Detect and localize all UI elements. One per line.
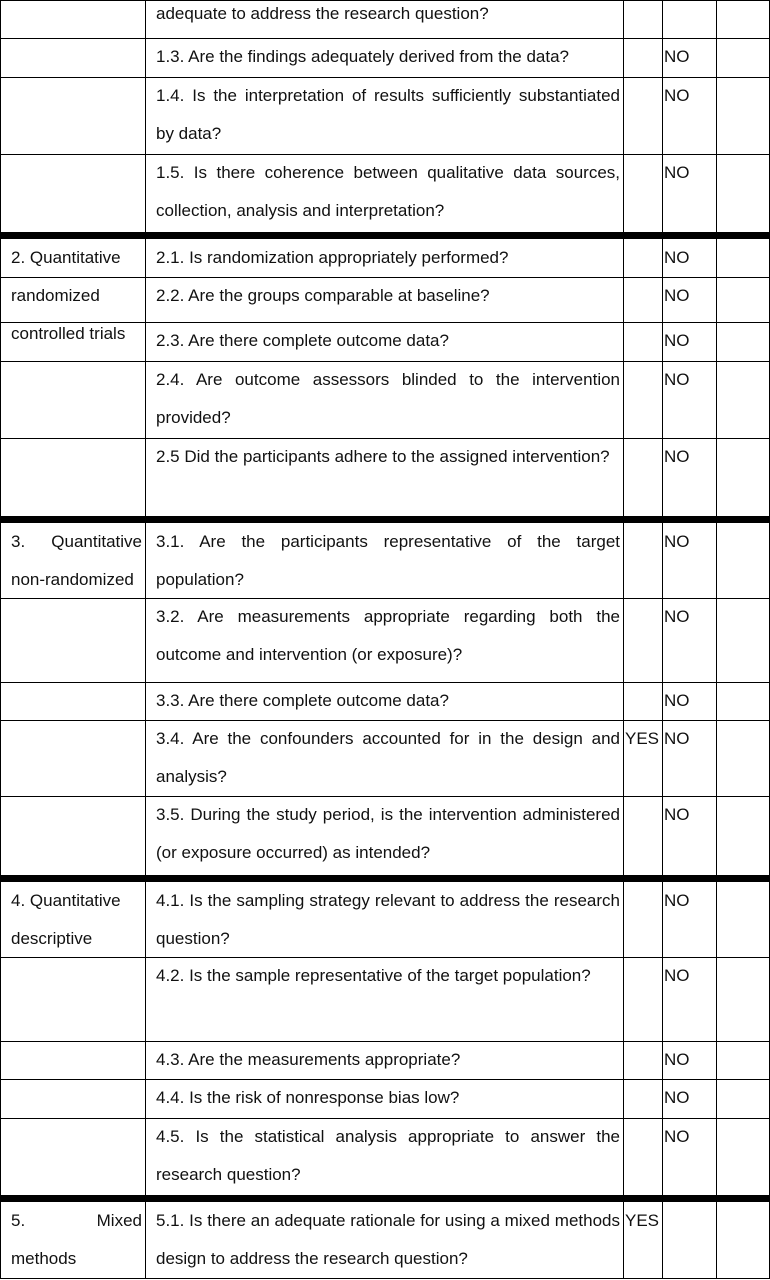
row-divider [0,1278,770,1279]
row-divider [0,875,770,882]
no-cell: NO [664,86,690,105]
row-divider [0,232,770,239]
question-cell: 2.2. Are the groups comparable at baseline? [156,286,490,305]
question-cell: 2.4. Are outcome assessors blinded to the intervention provided? [156,370,620,427]
column-divider [0,0,1,1279]
no-cell: NO [664,691,690,710]
question-cell: 4.4. Is the risk of nonresponse bias low? [156,1088,460,1107]
question-cell: 3.1. Are the participants representative of the target population? [156,532,620,589]
column-divider [623,0,624,1279]
no-cell: NO [664,447,690,466]
no-cell: NO [664,163,690,182]
question-cell: 1.4. Is the interpretation of results sufficiently substantiated by data? [156,86,620,143]
no-cell: NO [664,729,690,748]
no-cell: NO [664,1050,690,1069]
category-cell: 2. Quantitative randomized controlled trials [11,248,126,343]
column-divider [716,0,717,1279]
no-cell: NO [664,1088,690,1107]
question-cell: 4.1. Is the sampling strategy relevant to address the research question? [156,891,620,948]
no-cell: NO [664,1127,690,1146]
yes-cell: YES [625,729,660,748]
question-cell: 4.2. Is the sample representative of the target population? [156,966,591,985]
question-cell: 3.5. During the study period, is the intervention administered (or exposure occurred) as intended? [156,805,620,862]
no-cell: NO [664,805,690,824]
question-cell: 3.2. Are measurements appropriate regarding both the outcome and intervention (or exposure)? [156,607,620,664]
question-cell: 4.5. Is the statistical analysis appropriate to answer the research question? [156,1127,620,1184]
no-cell: NO [664,331,690,350]
yes-cell: YES [625,1211,660,1230]
question-cell: 2.3. Are there complete outcome data? [156,331,449,350]
no-cell: NO [664,47,690,66]
no-cell: NO [664,286,690,305]
question-cell: 3.3. Are there complete outcome data? [156,691,449,710]
question-cell: 2.1. Is randomization appropriately performed? [156,248,509,267]
question-cell: 1.3. Are the findings adequately derived from the data? [156,47,569,66]
no-cell: NO [664,891,690,910]
row-divider [0,1195,770,1202]
question-cell: 3.4. Are the confounders accounted for in the design and analysis? [156,729,620,786]
no-cell: NO [664,248,690,267]
question-cell: 5.1. Is there an adequate rationale for using a mixed methods design to address the research question? [156,1211,620,1268]
no-cell: NO [664,532,690,551]
no-cell: NO [664,370,690,389]
question-cell: adequate to address the research question? [156,4,489,23]
question-cell: 4.3. Are the measurements appropriate? [156,1050,461,1069]
row-divider [0,516,770,523]
no-cell: NO [664,966,690,985]
question-cell: 1.5. Is there coherence between qualitative data sources, collection, analysis and interpretation? [156,163,620,220]
no-cell: NO [664,607,690,626]
question-cell: 2.5 Did the participants adhere to the assigned intervention? [156,447,610,466]
category-cell: 5. Mixed methods [11,1211,142,1268]
category-cell: 4. Quantitative descriptive [11,891,121,948]
category-cell: 3. Quantitative non-randomized [11,532,142,589]
